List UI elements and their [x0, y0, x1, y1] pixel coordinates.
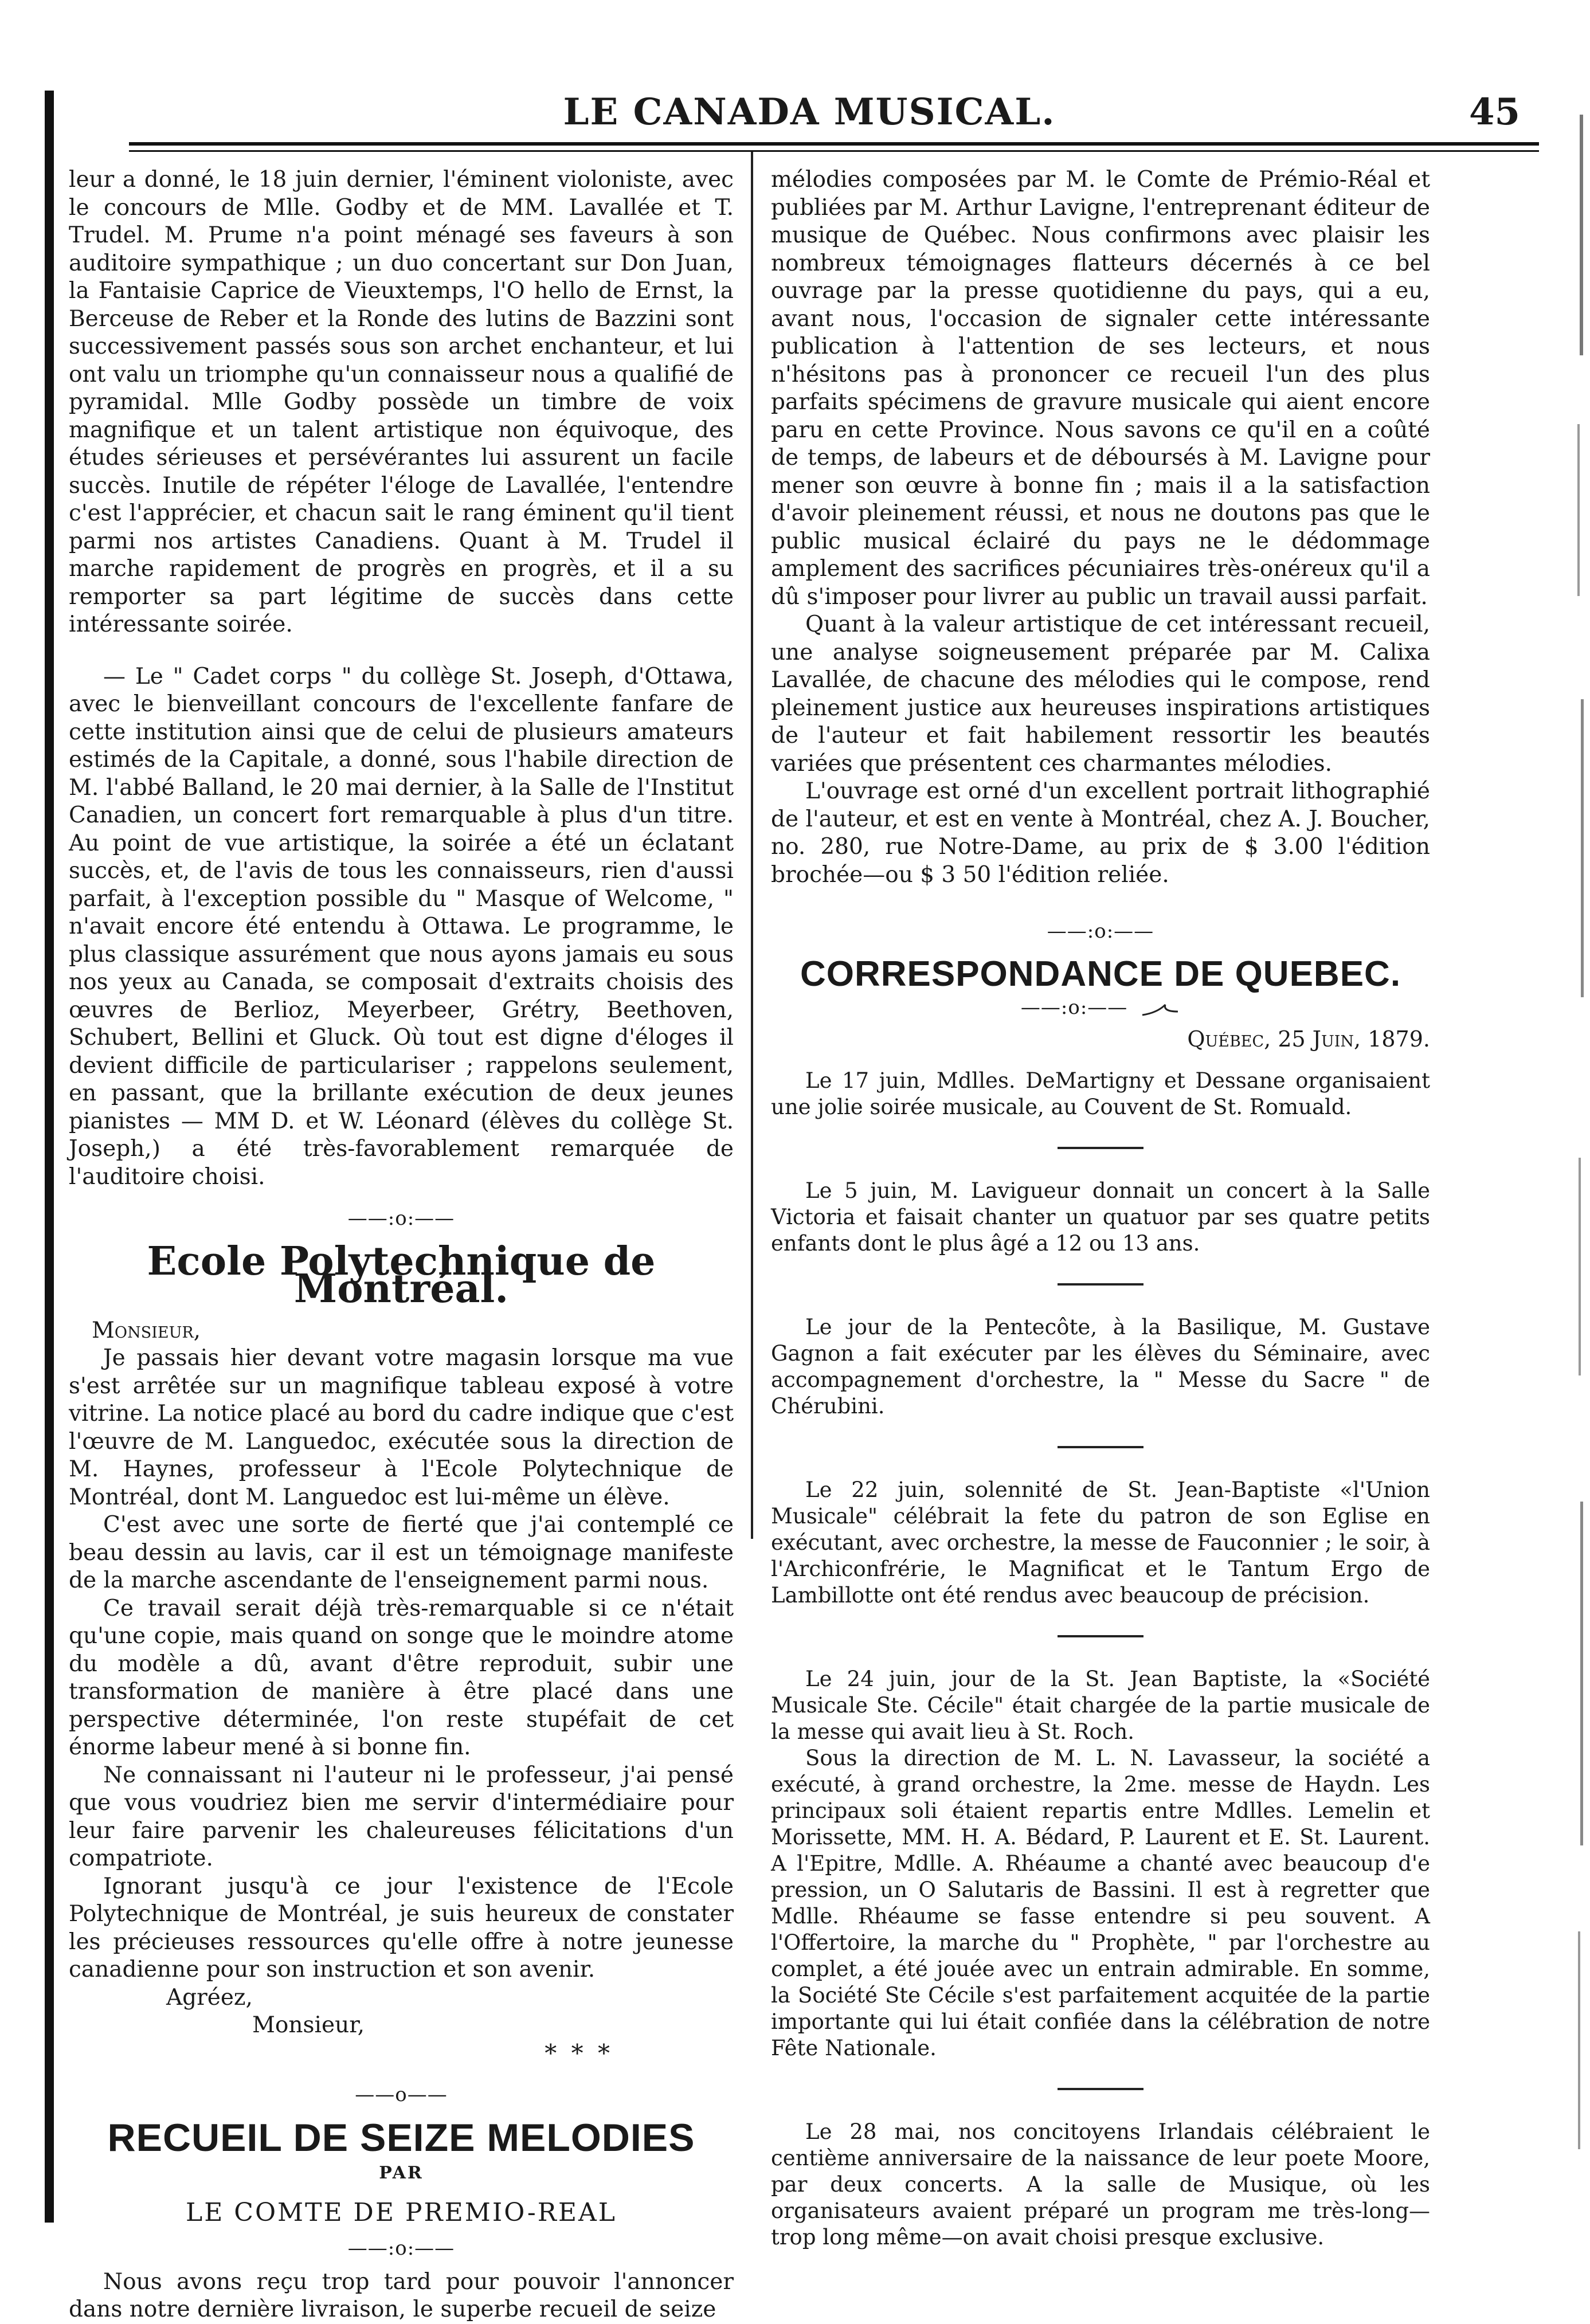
recueil-title: RECUEIL DE SEIZE MELODIES	[107, 2115, 695, 2160]
item-divider	[1058, 2088, 1143, 2090]
ecole-paragraph: Ne connaissant ni l'auteur ni le professeur, j'ai pensé que vous voudriez bien me servir d'intermédiaire pour leur faire parvenir les chaleureuses félicitations d'un compatriote.	[69, 1762, 734, 1871]
separator-text: ——:o:——	[1020, 996, 1128, 1019]
left-column	[69, 166, 734, 2324]
section-separator	[771, 994, 1430, 1022]
section-separator: ——:o:——	[347, 1207, 455, 1230]
ecole-title: Ecole Polytechnique de Montréal.	[147, 1238, 656, 1312]
ecole-paragraph: Ignorant jusqu'à ce jour l'existence de l'Ecole Polytechnique de Montréal, je suis heureux de constater les précieuses ressources qu'elle offre à notre jeunesse canadienne pour son instruction et son avenir.	[69, 1873, 734, 1982]
correspondance-item: Le 17 juin, Mdlles. DeMartigny et Dessane organisaient une jolie soirée musicale, au Couvent de St. Romuald.	[771, 1068, 1430, 1119]
dateline: Québec, 25 Juin, 1879.	[1187, 1026, 1430, 1052]
item-divider	[1058, 1446, 1143, 1448]
correspondance-item: Le 5 juin, M. Lavigueur donnait un concert à la Salle Victoria et faisait chanter un quatuor par ses quatre petits enfants dont le plus âgé a 12 ou 13 ans.	[771, 1178, 1430, 1256]
ecole-paragraph: C'est avec une sorte de fierté que j'ai contemplé ce beau dessin au lavis, car il est un témoignage manifeste de la marche ascendante de l'enseignement parmi nous.	[69, 1512, 734, 1593]
recueil-continued-paragraph: L'ouvrage est orné d'un excellent portrait lithographié de l'auteur, et est en vente à Montréal, chez A. J. Boucher, no. 280, rue Notre-Dame, au prix de $ 3.00 l'édition brochée—ou $ 3 50 l'édition reliée.	[771, 778, 1430, 888]
ecole-paragraph: Je passais hier devant votre magasin lorsque ma vue s'est arrêtée sur un magnifique tableau exposé à votre vitrine. La notice placé au bord du cadre indique que c'est l'œuvre de M. Languedoc, exécutée sous la direction de M. Haynes, professeur à l'Ecole Polytechnique de Montréal, dont M. Languedoc est lui-même un élève.	[69, 1345, 734, 1510]
recueil-continued-paragraph: Quant à la valeur artistique de cet intéressant recueil, une analyse soigneusement préparée par M. Calixa Lavallée, de chacune des mélodies qui le compose, rend pleinement justice aux heureuses inspirations artistiques de l'auteur et fait habilement ressortir les beautés variées que présentent ces charmantes mélodies.	[771, 612, 1430, 777]
section-separator: ——:o:——	[1047, 920, 1154, 943]
ink-flourish-icon	[1140, 1000, 1180, 1017]
recueil-author: LE COMTE DE PREMIO-REAL	[185, 2197, 617, 2227]
scan-edge-noise	[1567, 69, 1590, 2189]
right-column	[771, 166, 1430, 2251]
cadet-paragraph: — Le " Cadet corps " du collège St. Joseph, d'Ottawa, avec le bienveillant concours de l'excellente fanfare de cette institution ainsi que de celui de plusieurs amateurs estimés de la Capitale, a donné, sous l'habile direction de M. l'abbé Balland, le 20 mai dernier, à la Salle de l'Institut Canadien, un concert fort remarquable à plus d'un titre. Au point de vue artistique, la soirée a été un éclatant succès, et, de l'avis de tous les connaisseurs, rien d'aussi parfait, à l'exception possible du " Masque of Welcome, " n'avait encore été entendu à Ottawa. Le programme, le plus classique assurément que nous ayons jamais eu sous nos yeux au Canada, se composait d'extraits choisis des œuvres de Berlioz, Meyerbeer, Grétry, Beethoven, Schubert, Bellini et Gluck. Où tout est digne d'éloges il devient difficile de particulariser ; rappelons seulement, en passant, que la brillante exécution de deux jeunes pianistes — MM D. et W. Léonard (élèves du collège St. Joseph,) a été très-favorablement remarquée de l'auditoire choisi.	[69, 663, 734, 1190]
page-number: 45	[1468, 91, 1520, 134]
ecole-signature: * * *	[545, 2039, 613, 2067]
section-separator: ——o——	[355, 2083, 448, 2106]
ecole-closing-salutation: Monsieur,	[252, 2012, 365, 2038]
recueil-intro: Nous avons reçu trop tard pour pouvoir l'annoncer dans notre dernière livraison, le superbe recueil de seize	[69, 2268, 734, 2322]
correspondance-item: Le jour de la Pentecôte, à la Basilique, M. Gustave Gagnon a fait exécuter par les élèves du Séminaire, avec accompagnement d'orchestre, la " Messe du Sacre " de Chérubini.	[771, 1315, 1430, 1418]
page-header	[53, 86, 1543, 138]
item-divider	[1058, 1635, 1143, 1637]
ecole-paragraph: Ce travail serait déjà très-remarquable si ce n'était qu'une copie, mais quand on songe que le moindre atome du modèle a dû, avant d'être reproduit, subir une transformation de manière à être placé dans une perspective déterminée, l'on reste stupéfait de cet énorme labeur mené à si bonne fin.	[69, 1595, 734, 1760]
correspondance-title: CORRESPONDANCE DE QUEBEC.	[800, 954, 1401, 994]
running-title: LE CANADA MUSICAL.	[563, 91, 1056, 134]
header-rule-bottom	[129, 150, 1539, 152]
section-separator: ——:o:——	[347, 2237, 455, 2260]
ecole-closing: Agréez,	[166, 1984, 253, 2011]
correspondance-item: Le 24 juin, jour de la St. Jean Baptiste, la «Société Musicale Ste. Cécile" était chargée de la partie musicale de la messe qui avait lieu à St. Roch.	[771, 1667, 1430, 1744]
correspondance-item: Le 22 juin, solennité de St. Jean-Baptiste «l'Union Musicale" célébrait la fete du patron de son Eglise en exécutant, avec orchestre, la messe de Fauconnier ; le soir, à l'Archiconfrérie, le Magnificat et le Tantum Ergo de Lambillotte ont été rendus avec beaucoup de précision.	[771, 1478, 1430, 1608]
correspondance-item: Le 28 mai, nos concitoyens Irlandais célébraient le centième anniversaire de la naissance de leur poete Moore, par deux concerts. A la salle de Musique, où les organisateurs avaient préparé un program me très-long—trop long même—on avait choisi presque exclusive.	[771, 2119, 1430, 2249]
intro-paragraph: leur a donné, le 18 juin dernier, l'éminent violoniste, avec le concours de Mlle. Godby et de MM. Lavallée et T. Trudel. M. Prume n'a point ménagé ses faveurs à son auditoire sympathique ; un duo concertant sur Don Juan, la Fantaisie Caprice de Vieuxtemps, l'O hello de Ernst, la Berceuse de Reber et la Ronde des lutins de Bazzini sont successivement passés sous son archet enchanteur, et lui ont valu un triomphe qu'un connaisseur nous a qualifié de pyramidal. Mlle Godby possède un timbre de voix magnifique et un talent artistique non équivoque, des études sérieuses et persévérantes lui assurent un facile succès. Inutile de répéter l'éloge de Lavallée, l'entendre c'est l'apprécier, et chacun sait le rang éminent qu'il tient parmi nos artistes Canadiens. Quant à M. Trudel il marche rapidement de progrès en progrès, et il a su remporter sa part légitime de succès dans cette intéressante soirée.	[69, 167, 734, 637]
correspondance-item: Sous la direction de M. L. N. Lavasseur, la société a exécuté, à grand orchestre, la 2me. messe de Haydn. Les principaux soli étaient repartis entre Mdlles. Lemelin et Morissette, MM. H. A. Bédard, P. Laurent et E. St. Laurent. A l'Epitre, Mdlle. A. Rhéaume a chanté avec beaucoup d'e pression, un O Salutaris de Bassini. Il est à regretter que Mdlle. Rhéaume se fasse entendre si peu souvent. A l'Offertoire, la marche du " Prophète, " par l'orchestre au complet, a été jouée avec un entrain admirable. En somme, la Société Ste Cécile s'est parfaitement acquitée de la partie importante qui lui était confiée dans la célébration de notre Fête Nationale.	[771, 1746, 1430, 2060]
ecole-salutation: Monsieur,	[92, 1317, 201, 1343]
column-divider	[751, 152, 753, 1539]
item-divider	[1058, 1147, 1143, 1149]
recueil-continued-paragraph: mélodies composées par M. le Comte de Prémio-Réal et publiées par M. Arthur Lavigne, l'entreprenant éditeur de musique de Québec. Nous confirmons avec plaisir les nombreux témoignages flatteurs décernés à ce bel ouvrage par la presse quotidienne du pays, qui a eu, avant nous, l'occasion de signaler cette intéressante publication à l'attention de ses lecteurs, et nous n'hésitons pas à prononcer ce recueil l'un des plus parfaits spécimens de gravure musicale qui aient encore paru en cette Province. Nous savons ce qu'il en a coûté de temps, de labeurs et de déboursés à M. Lavigne pour mener son œuvre à bonne fin ; mais il a la satisfaction d'avoir pleinement réussi, et nous ne doutons pas que le public musical éclairé du pays ne le dédommage amplement des sacrifices pécuniaires très-onéreux qu'il a dû s'imposer pour livrer au public un travail aussi parfait.	[771, 167, 1430, 610]
item-divider	[1058, 1283, 1143, 1286]
header-rule-top	[129, 142, 1539, 146]
recueil-par: PAR	[379, 2163, 424, 2183]
scan-binding-edge	[45, 91, 54, 2223]
